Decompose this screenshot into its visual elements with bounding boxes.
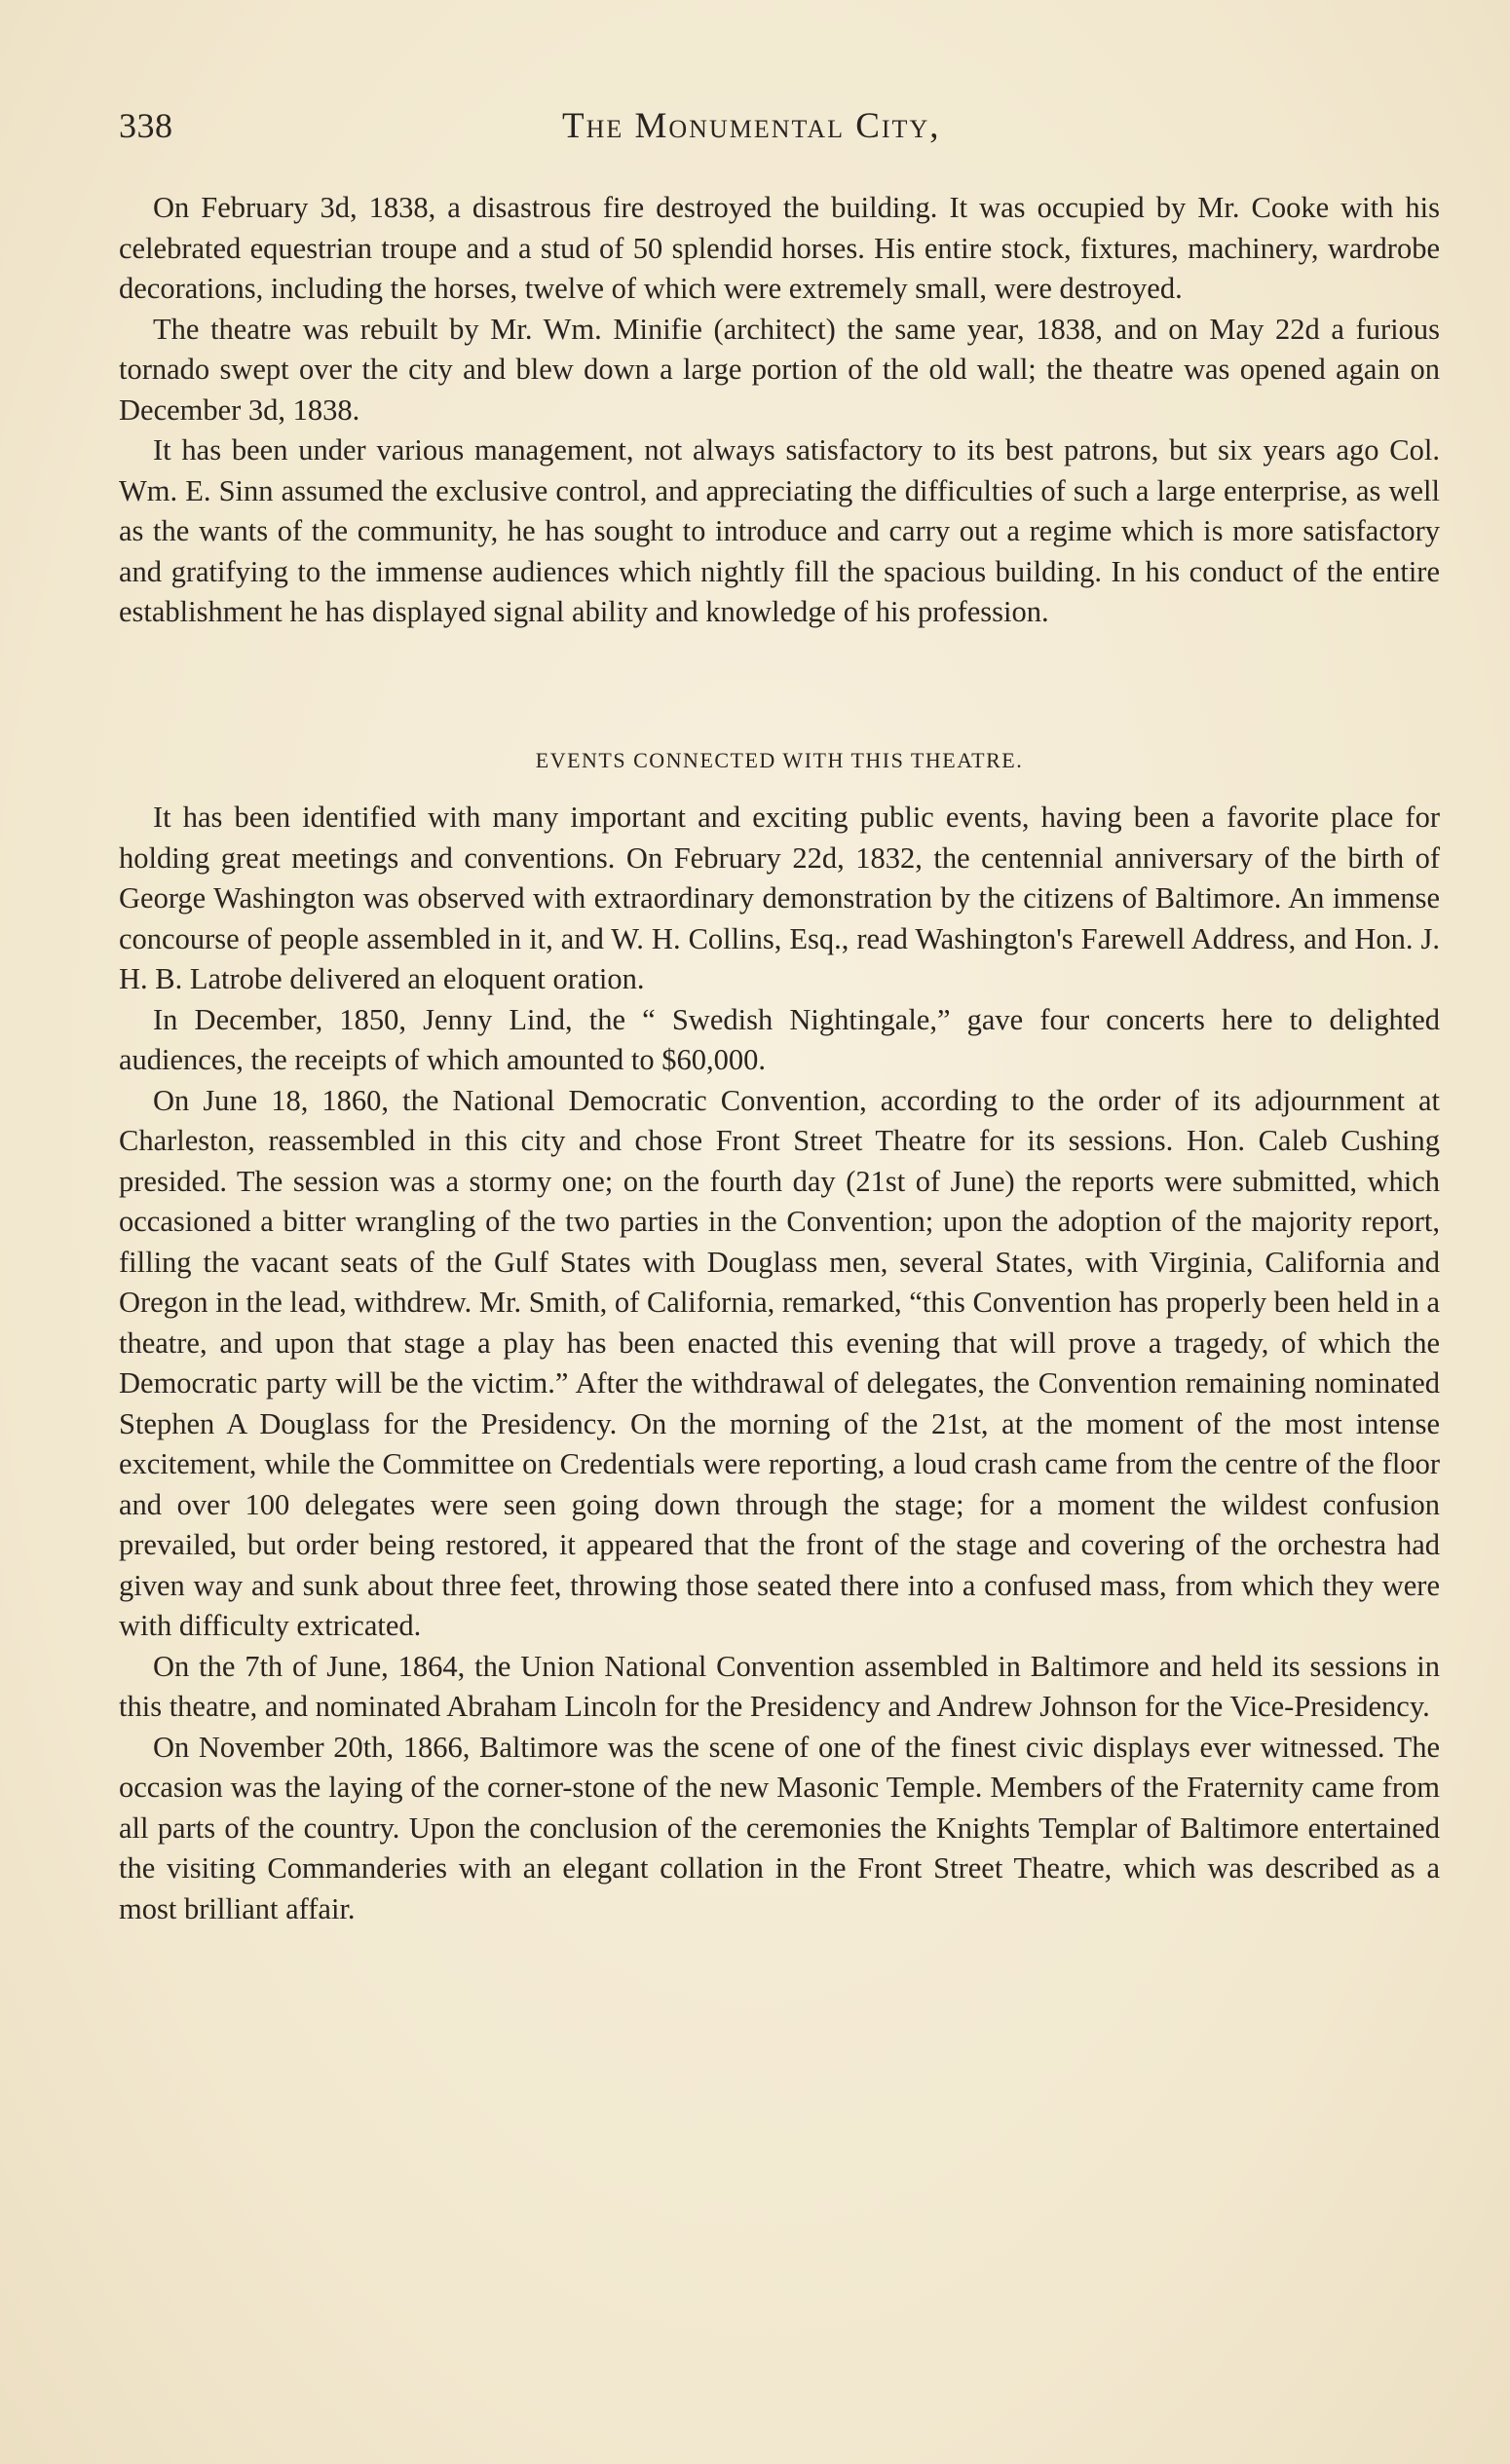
text-block-after	[119, 798, 1440, 1929]
paragraph-fire-1838: On February 3d, 1838, a disastrous fire destroyed the building. It was occupied by Mr. Cooke with his celebrated equestrian troupe and a stud of 50 splendid horses. His entire stock, fixtures, machinery, wardrobe decorations, including the horses, twelve of which were extremely small, were destroyed.	[119, 191, 1440, 305]
running-head	[119, 105, 1430, 154]
section-heading: EVENTS CONNECTED WITH THIS THEATRE.	[535, 748, 1024, 772]
paragraph-jenny-lind: In December, 1850, Jenny Lind, the “ Swedish Nightingale,” gave four concerts here to delighted audiences, the receipts of which amounted to $60,000.	[119, 1002, 1440, 1076]
paragraph-masonic-temple: On November 20th, 1866, Baltimore was the scene of one of the finest civic displays ever witnessed. The occasion was the laying of the corner-stone of the new Masonic Temple. Members of the Fraternity came from all parts of the country. Upon the conclusion of the ceremonies the Knights Templar of Baltimore entertained the visiting Commanderies with an elegant collation in the Front Street Theatre, which was described as a most brilliant affair.	[119, 1730, 1440, 1925]
paragraph-union-convention: On the 7th of June, 1864, the Union National Convention assembled in Baltimore and held its sessions in this theatre, and nominated Abraham Lincoln for the Presidency and Andrew Johnson for the Vice-Presidency.	[119, 1649, 1440, 1723]
paragraph-management: It has been under various management, not always satisfactory to its best patrons, but six years ago Col. Wm. E. Sinn assumed the exclusive control, and appreciating the difficulties of such a large enterprise, as well as the wants of the community, he has sought to introduce and carry out a regime which is more satisfactory and gratifying to the immense audiences which nightly fill the spacious building. In his conduct of the entire establishment he has displayed signal ability and knowledge of his profession.	[119, 433, 1440, 628]
running-title: The Monumental City,	[562, 106, 941, 146]
paragraph-rebuilt: The theatre was rebuilt by Mr. Wm. Minifie (architect) the same year, 1838, and on May 22d a furious tornado swept over the city and blew down a large portion of the old wall; the theatre was opened again on December 3d, 1838.	[119, 312, 1440, 427]
paragraph-public-events: It has been identified with many important and exciting public events, having been a favorite place for holding great meetings and conventions. On February 22d, 1832, the centennial anniversary of the birth of George Washington was observed with extraordinary demonstration by the citizens of Baltimore. An immense concourse of people assembled in it, and W. H. Collins, Esq., read Washington's Farewell Address, and Hon. J. H. B. Latrobe delivered an eloquent oration.	[119, 801, 1440, 995]
text-block-before	[119, 188, 1440, 633]
paragraph-democratic-convention: On June 18, 1860, the National Democratic Convention, according to the order of its adjournment at Charleston, reassembled in this city and chose Front Street Theatre for its sessions. Hon. Caleb Cushing presided. The session was a stormy one; on the fourth day (21st of June) the reports were submitted, which occasioned a bitter wrangling of the two parties in the Convention; upon the adoption of the majority report, filling the vacant seats of the Gulf States with Douglass men, several States, with Virginia, California and Oregon in the lead, withdrew. Mr. Smith, of California, remarked, “this Convention has properly been held in a theatre, and upon that stage a play has been enacted this evening that will prove a tragedy, of which the Democratic party will be the victim.” After the withdrawal of delegates, the Convention remaining nominated Stephen A Douglass for the Presidency. On the morning of the 21st, at the moment of the most intense excitement, while the Committee on Credentials were reporting, a loud crash came from the centre of the floor and over 100 delegates were seen going down through the stage; for a moment the wildest confusion prevailed, but order being restored, it appeared that the front of the stage and covering of the orchestra had given way and sunk about three feet, throwing those seated there into a confused mass, from which they were with difficulty extricated.	[119, 1083, 1440, 1642]
page-number: 338	[119, 106, 173, 145]
